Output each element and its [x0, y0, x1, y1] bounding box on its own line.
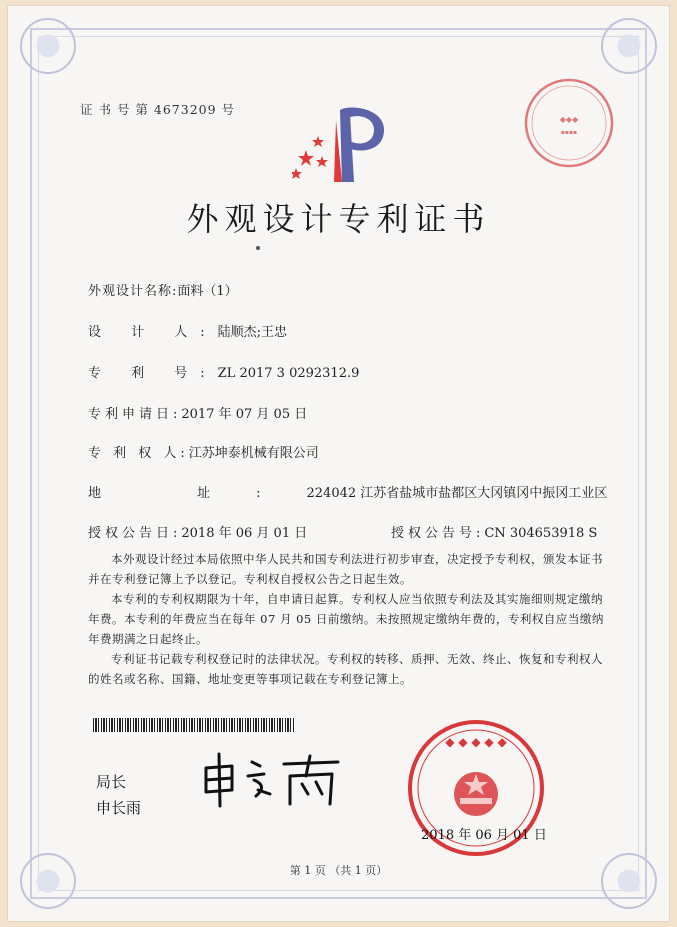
certificate-title: 外观设计专利证书 [186, 200, 491, 238]
certificate-body [88, 549, 608, 689]
barcode [93, 718, 295, 732]
certificate-page [8, 6, 669, 921]
grant-number-row [391, 522, 597, 541]
patent-office-logo-icon [292, 106, 392, 184]
patentee-label: 专 利 权 人: [88, 446, 189, 461]
handwritten-signature [198, 750, 348, 810]
paragraph-register: 专利证书记载专利权登记时的法律状况。专利权的转移、质押、无效、终止、恢复和专利权人的姓名或名称、国籍、地址变更等事项记载在专利登记簿上。 [88, 652, 603, 686]
paragraph-grant: 本外观设计经过本局依照中华人民共和国专利法进行初步审查，决定授予专利权，颁发本证书并在专利登记簿上予以登记。专利权自授权公告之日起生效。 [88, 552, 603, 586]
patent-number-row [88, 362, 359, 381]
patent-number-value: ZL 2017 3 0292312.9 [217, 366, 360, 381]
patent-number-label: 专 利 号: [88, 366, 218, 381]
corner-ornament-icon [601, 18, 657, 74]
designer-value: 陆顺杰;王忠 [217, 325, 288, 340]
filing-date-label: 专利申请日: [88, 407, 182, 422]
signatory-title: 局长 [96, 773, 127, 791]
grant-date-row [88, 522, 307, 541]
certificate-number: 证 书 号 第 4673209 号 [80, 102, 236, 117]
page-footer: 第 1 页 （共 1 页） [289, 864, 388, 877]
grant-date-value: 2018 年 06 月 01 日 [181, 526, 308, 541]
patentee-value: 江苏坤泰机械有限公司 [188, 446, 319, 461]
seal-date: 2018 年 06 月 01 日 [421, 828, 547, 843]
grant-number-value: CN 304653918 S [484, 526, 598, 541]
svg-text:◆◆◆: ◆◆◆ [559, 115, 579, 124]
grant-date-label: 授权公告日: [88, 526, 182, 541]
filing-date-value: 2017 年 07 月 05 日 [181, 407, 308, 422]
address-row [88, 482, 607, 501]
corner-ornament-icon [20, 18, 76, 74]
address-value: 224042 江苏省盐城市盐都区大冈镇冈中振冈工业区 [306, 486, 608, 501]
signatory-name: 申长雨 [96, 799, 142, 817]
designer-row [88, 321, 287, 340]
design-name-value: 面料（1） [177, 284, 238, 299]
svg-text:◆ ◆ ◆ ◆ ◆: ◆ ◆ ◆ ◆ ◆ [445, 735, 507, 749]
tax-bureau-seal [522, 76, 616, 170]
paragraph-term: 本专利的专利权期限为十年，自申请日起算。专利权人应当依照专利法及其实施细则规定缴纳年费。本专利的年费应当在每年 07 月 05 日前缴纳。未按照规定缴纳年费的，专利权自应当缴纳年费期满之日起终止。 [88, 592, 604, 646]
design-name-row [88, 280, 238, 299]
grant-number-label: 授权公告号: [391, 526, 485, 541]
address-label: 地 址: [88, 486, 307, 501]
decorative-dot [256, 246, 260, 250]
svg-text:▪▪▪▪: ▪▪▪▪ [560, 129, 578, 136]
design-name-label: 外观设计名称: [88, 284, 178, 299]
filing-date-row [88, 403, 307, 422]
designer-label: 设 计 人: [88, 325, 218, 340]
patentee-row [88, 442, 319, 461]
